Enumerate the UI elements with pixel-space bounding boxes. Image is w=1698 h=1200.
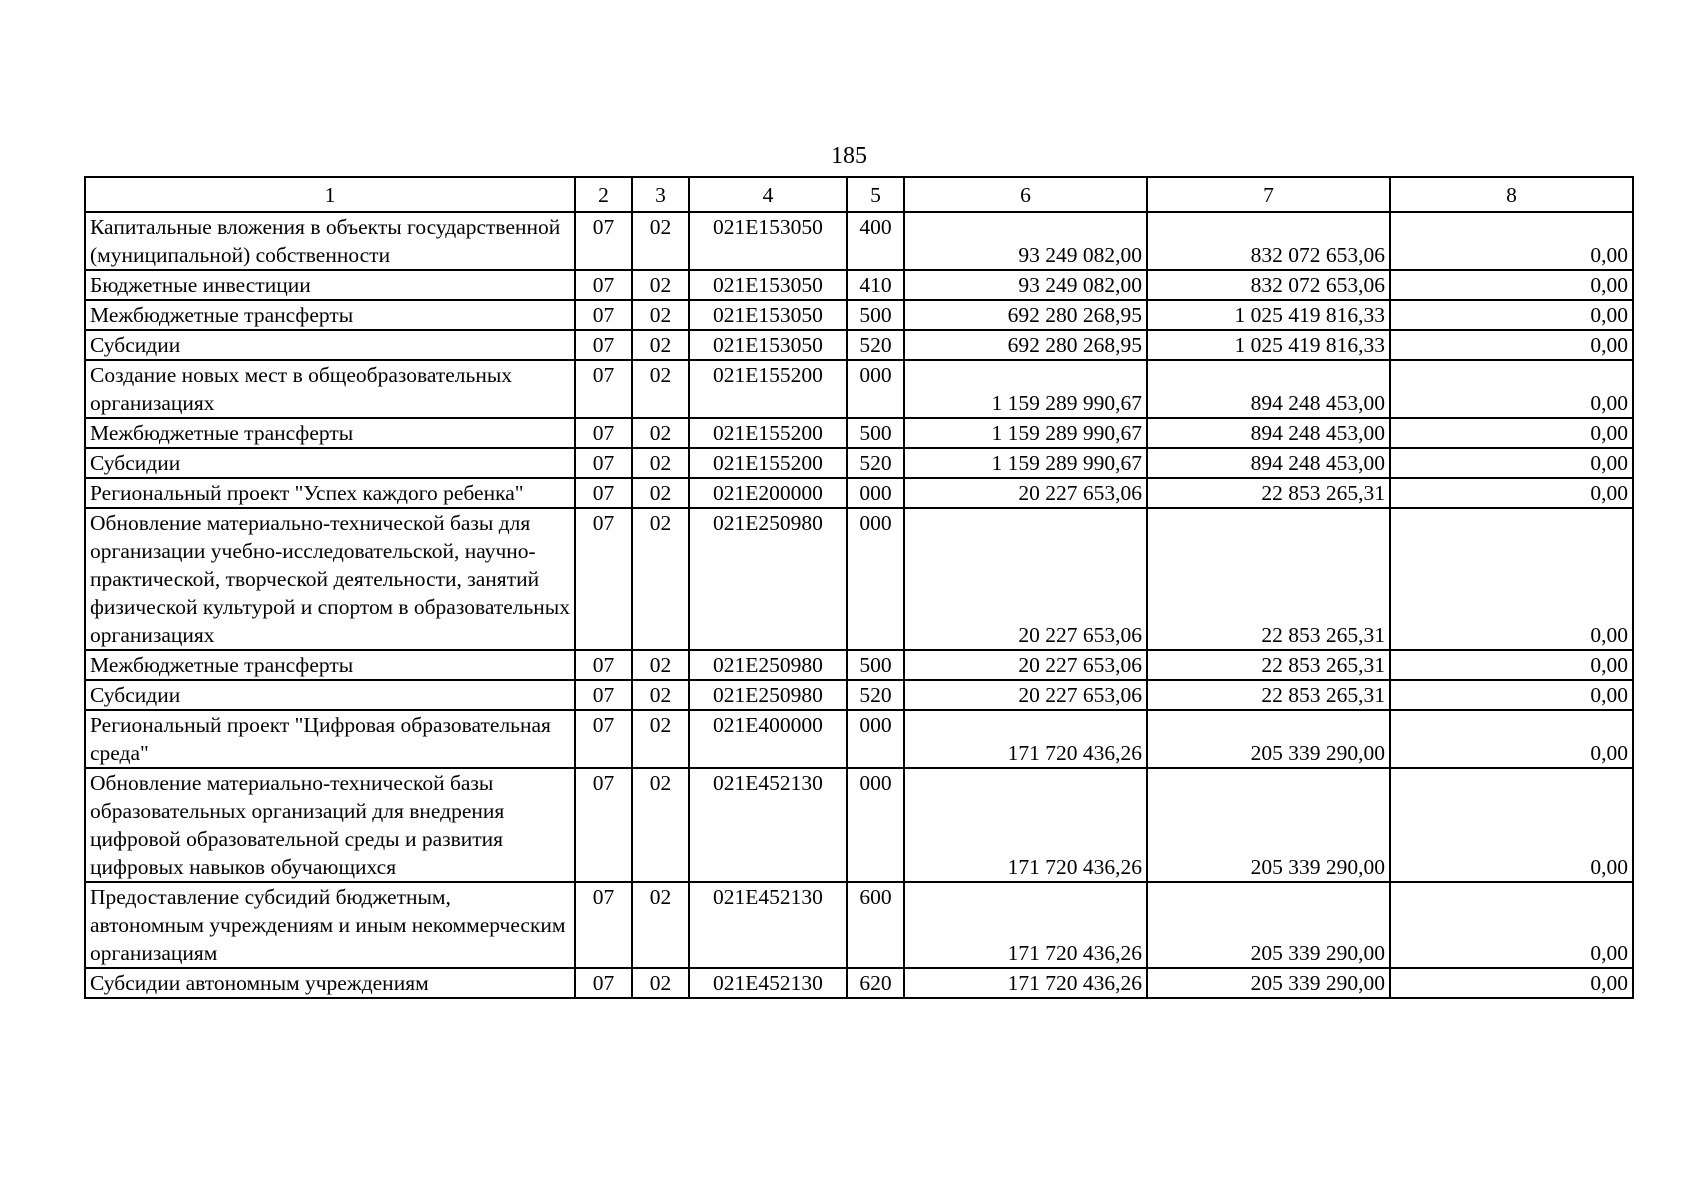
amount-col8-cell: 0,00 — [1390, 680, 1633, 710]
expense-type-cell: 000 — [847, 508, 904, 650]
subsection-code-cell: 02 — [632, 710, 689, 768]
amount-col7-cell: 894 248 453,00 — [1147, 360, 1390, 418]
column-header: 8 — [1390, 177, 1633, 212]
table-row — [85, 882, 1633, 968]
target-article-cell: 021E452130 — [689, 768, 847, 882]
target-article-cell: 021E250980 — [689, 650, 847, 680]
section-code-cell: 07 — [575, 882, 632, 968]
table-row — [85, 448, 1633, 478]
subsection-code-cell: 02 — [632, 768, 689, 882]
table-row — [85, 418, 1633, 448]
expense-type-cell: 520 — [847, 680, 904, 710]
target-article-cell: 021E155200 — [689, 418, 847, 448]
budget-table — [84, 176, 1634, 999]
item-name-cell: Субсидии автономным учреждениям — [85, 968, 575, 998]
page-number: 185 — [831, 143, 867, 169]
table-body — [85, 212, 1633, 998]
amount-col8-cell: 0,00 — [1390, 448, 1633, 478]
expense-type-cell: 500 — [847, 418, 904, 448]
section-code-cell: 07 — [575, 508, 632, 650]
table-row — [85, 330, 1633, 360]
target-article-cell: 021E153050 — [689, 212, 847, 270]
column-header: 1 — [85, 177, 575, 212]
amount-col7-cell: 22 853 265,31 — [1147, 508, 1390, 650]
subsection-code-cell: 02 — [632, 270, 689, 300]
item-name-cell: Межбюджетные трансферты — [85, 650, 575, 680]
amount-col7-cell: 894 248 453,00 — [1147, 448, 1390, 478]
expense-type-cell: 400 — [847, 212, 904, 270]
item-name-cell: Субсидии — [85, 330, 575, 360]
subsection-code-cell: 02 — [632, 418, 689, 448]
item-name-cell: Субсидии — [85, 680, 575, 710]
section-code-cell: 07 — [575, 212, 632, 270]
target-article-cell: 021E400000 — [689, 710, 847, 768]
amount-col7-cell: 205 339 290,00 — [1147, 710, 1390, 768]
subsection-code-cell: 02 — [632, 680, 689, 710]
amount-col6-cell: 171 720 436,26 — [904, 968, 1147, 998]
item-name-cell: Обновление материально-технической базы для организации учебно-исследовательской, научно-практической, творческой деятельности, занятий физической культурой и спортом в образовательных организациях — [85, 508, 575, 650]
column-header: 5 — [847, 177, 904, 212]
expense-type-cell: 410 — [847, 270, 904, 300]
section-code-cell: 07 — [575, 300, 632, 330]
section-code-cell: 07 — [575, 478, 632, 508]
subsection-code-cell: 02 — [632, 448, 689, 478]
amount-col7-cell: 22 853 265,31 — [1147, 680, 1390, 710]
subsection-code-cell: 02 — [632, 508, 689, 650]
amount-col7-cell: 22 853 265,31 — [1147, 478, 1390, 508]
target-article-cell: 021E153050 — [689, 300, 847, 330]
section-code-cell: 07 — [575, 650, 632, 680]
item-name-cell: Обновление материально-технической базы образовательных организаций для внедрения цифровой образовательной среды и развития цифровых навыков обучающихся — [85, 768, 575, 882]
amount-col6-cell: 20 227 653,06 — [904, 650, 1147, 680]
amount-col6-cell: 20 227 653,06 — [904, 508, 1147, 650]
item-name-cell: Межбюджетные трансферты — [85, 418, 575, 448]
column-header: 3 — [632, 177, 689, 212]
section-code-cell: 07 — [575, 768, 632, 882]
section-code-cell: 07 — [575, 360, 632, 418]
amount-col7-cell: 894 248 453,00 — [1147, 418, 1390, 448]
section-code-cell: 07 — [575, 330, 632, 360]
amount-col6-cell: 1 159 289 990,67 — [904, 448, 1147, 478]
amount-col8-cell: 0,00 — [1390, 710, 1633, 768]
amount-col7-cell: 1 025 419 816,33 — [1147, 300, 1390, 330]
amount-col6-cell: 171 720 436,26 — [904, 882, 1147, 968]
column-header: 4 — [689, 177, 847, 212]
section-code-cell: 07 — [575, 710, 632, 768]
subsection-code-cell: 02 — [632, 882, 689, 968]
item-name-cell: Бюджетные инвестиции — [85, 270, 575, 300]
table-row — [85, 968, 1633, 998]
expense-type-cell: 520 — [847, 448, 904, 478]
target-article-cell: 021E155200 — [689, 448, 847, 478]
amount-col6-cell: 93 249 082,00 — [904, 212, 1147, 270]
expense-type-cell: 500 — [847, 300, 904, 330]
table-row — [85, 508, 1633, 650]
item-name-cell: Субсидии — [85, 448, 575, 478]
subsection-code-cell: 02 — [632, 212, 689, 270]
amount-col7-cell: 832 072 653,06 — [1147, 270, 1390, 300]
amount-col8-cell: 0,00 — [1390, 650, 1633, 680]
target-article-cell: 021E250980 — [689, 680, 847, 710]
section-code-cell: 07 — [575, 270, 632, 300]
expense-type-cell: 520 — [847, 330, 904, 360]
item-name-cell: Региональный проект "Успех каждого ребенка" — [85, 478, 575, 508]
amount-col8-cell: 0,00 — [1390, 330, 1633, 360]
item-name-cell: Региональный проект "Цифровая образовательная среда" — [85, 710, 575, 768]
section-code-cell: 07 — [575, 968, 632, 998]
amount-col6-cell: 1 159 289 990,67 — [904, 360, 1147, 418]
amount-col6-cell: 1 159 289 990,67 — [904, 418, 1147, 448]
table-row — [85, 478, 1633, 508]
amount-col8-cell: 0,00 — [1390, 508, 1633, 650]
subsection-code-cell: 02 — [632, 300, 689, 330]
subsection-code-cell: 02 — [632, 478, 689, 508]
target-article-cell: 021E452130 — [689, 968, 847, 998]
amount-col6-cell: 20 227 653,06 — [904, 680, 1147, 710]
amount-col7-cell: 22 853 265,31 — [1147, 650, 1390, 680]
amount-col8-cell: 0,00 — [1390, 478, 1633, 508]
subsection-code-cell: 02 — [632, 650, 689, 680]
table-row — [85, 270, 1633, 300]
table-row — [85, 650, 1633, 680]
item-name-cell: Межбюджетные трансферты — [85, 300, 575, 330]
amount-col8-cell: 0,00 — [1390, 360, 1633, 418]
amount-col6-cell: 171 720 436,26 — [904, 768, 1147, 882]
amount-col8-cell: 0,00 — [1390, 300, 1633, 330]
table-row — [85, 680, 1633, 710]
amount-col8-cell: 0,00 — [1390, 418, 1633, 448]
target-article-cell: 021E452130 — [689, 882, 847, 968]
subsection-code-cell: 02 — [632, 330, 689, 360]
column-header: 7 — [1147, 177, 1390, 212]
expense-type-cell: 620 — [847, 968, 904, 998]
amount-col7-cell: 205 339 290,00 — [1147, 768, 1390, 882]
amount-col6-cell: 692 280 268,95 — [904, 330, 1147, 360]
amount-col8-cell: 0,00 — [1390, 768, 1633, 882]
section-code-cell: 07 — [575, 680, 632, 710]
amount-col8-cell: 0,00 — [1390, 882, 1633, 968]
table-row — [85, 212, 1633, 270]
amount-col7-cell: 832 072 653,06 — [1147, 212, 1390, 270]
target-article-cell: 021E200000 — [689, 478, 847, 508]
expense-type-cell: 000 — [847, 768, 904, 882]
column-header: 2 — [575, 177, 632, 212]
amount-col8-cell: 0,00 — [1390, 968, 1633, 998]
expense-type-cell: 000 — [847, 360, 904, 418]
section-code-cell: 07 — [575, 418, 632, 448]
column-number-row — [85, 177, 1633, 212]
expense-type-cell: 600 — [847, 882, 904, 968]
amount-col7-cell: 205 339 290,00 — [1147, 882, 1390, 968]
expense-type-cell: 000 — [847, 710, 904, 768]
amount-col7-cell: 1 025 419 816,33 — [1147, 330, 1390, 360]
amount-col6-cell: 20 227 653,06 — [904, 478, 1147, 508]
subsection-code-cell: 02 — [632, 968, 689, 998]
table-row — [85, 360, 1633, 418]
column-header: 6 — [904, 177, 1147, 212]
amount-col7-cell: 205 339 290,00 — [1147, 968, 1390, 998]
item-name-cell: Предоставление субсидий бюджетным, автономным учреждениям и иным некоммерческим организациям — [85, 882, 575, 968]
table-row — [85, 768, 1633, 882]
table-row — [85, 710, 1633, 768]
item-name-cell: Капитальные вложения в объекты государственной (муниципальной) собственности — [85, 212, 575, 270]
amount-col6-cell: 171 720 436,26 — [904, 710, 1147, 768]
target-article-cell: 021E153050 — [689, 330, 847, 360]
table-row — [85, 300, 1633, 330]
expense-type-cell: 500 — [847, 650, 904, 680]
amount-col8-cell: 0,00 — [1390, 212, 1633, 270]
item-name-cell: Создание новых мест в общеобразовательных организациях — [85, 360, 575, 418]
amount-col6-cell: 692 280 268,95 — [904, 300, 1147, 330]
target-article-cell: 021E250980 — [689, 508, 847, 650]
target-article-cell: 021E155200 — [689, 360, 847, 418]
amount-col6-cell: 93 249 082,00 — [904, 270, 1147, 300]
amount-col8-cell: 0,00 — [1390, 270, 1633, 300]
expense-type-cell: 000 — [847, 478, 904, 508]
section-code-cell: 07 — [575, 448, 632, 478]
subsection-code-cell: 02 — [632, 360, 689, 418]
target-article-cell: 021E153050 — [689, 270, 847, 300]
